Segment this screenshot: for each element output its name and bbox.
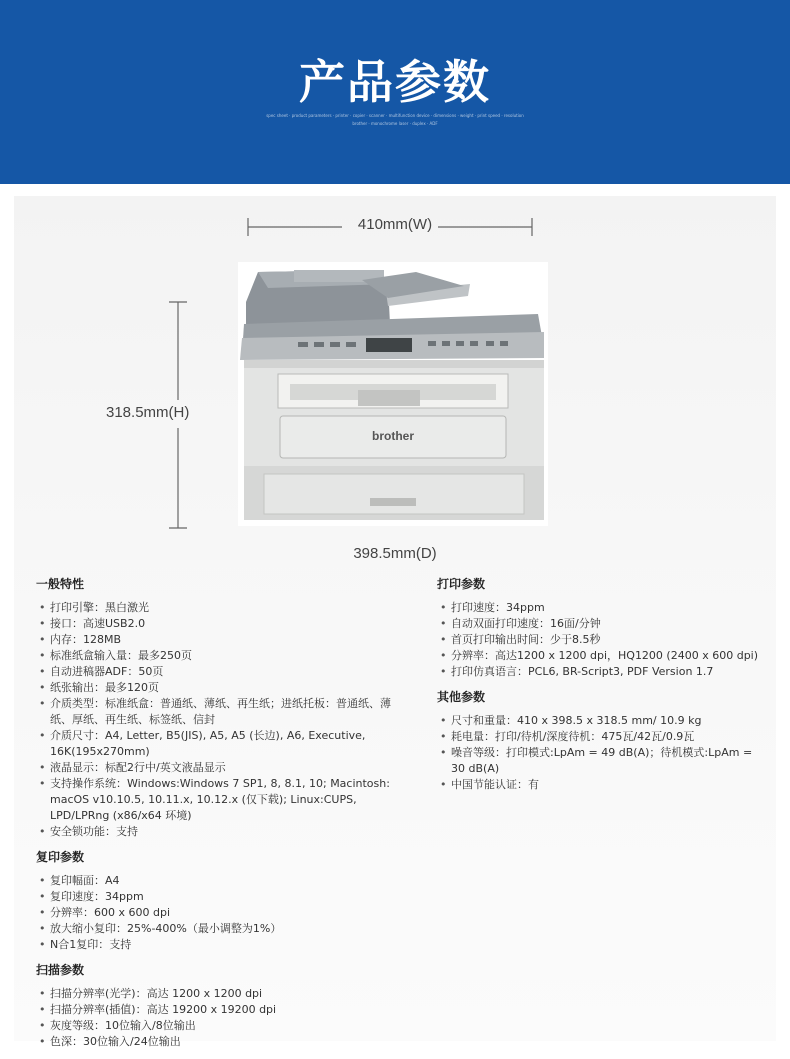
- copy-spec-list: [36, 873, 411, 953]
- spec-item: • 标准纸盒输入量：最多250页: [36, 648, 411, 664]
- printer-image: [238, 262, 548, 526]
- spec-item: • 打印仿真语言：PCL6, BR-Script3, PDF Version 1.7: [437, 664, 767, 680]
- spec-item: • 介质类型：标准纸盒：普通纸、薄纸、再生纸；进纸托板：普通纸、薄纸、厚纸、再生纸、标签纸、信封: [36, 696, 411, 728]
- spec-item: • 色深：30位输入/24位输出: [36, 1034, 411, 1050]
- spec-item: • 打印引擎：黑白激光: [36, 600, 411, 616]
- spec-item: • 打印速度：34ppm: [437, 600, 767, 616]
- header-banner: [0, 0, 790, 184]
- spec-item: • 首页打印输出时间：少于8.5秒: [437, 632, 767, 648]
- width-label: 410mm(W): [357, 216, 433, 233]
- spec-item: • 支持操作系统：Windows:Windows 7 SP1, 8, 8.1, 10; Macintosh: macOS v10.10.5, 10.11.x, 10.12.x (仅下载); Linux:CUPS, LPD/LPRng (x86/x64 环境): [36, 776, 411, 824]
- spec-item: • 中国节能认证：有: [437, 777, 767, 793]
- section-title-scan: 扫描参数: [36, 963, 85, 977]
- spec-item: • 自动进稿器ADF：50页: [36, 664, 411, 680]
- spec-item: • 分辨率：高达1200 x 1200 dpi，HQ1200 (2400 x 600 dpi): [437, 648, 767, 664]
- spec-item: • 液晶显示：标配2行中/英文液晶显示: [36, 760, 411, 776]
- spec-item: • 尺寸和重量：410 x 398.5 x 318.5 mm/ 10.9 kg: [437, 713, 767, 729]
- spec-item: • N合1复印：支持: [36, 937, 411, 953]
- brand-logo: brother: [372, 429, 414, 443]
- section-title-copy: 复印参数: [36, 850, 85, 864]
- other-spec-list: [437, 713, 767, 793]
- spec-item: • 纸张输出：最多120页: [36, 680, 411, 696]
- spec-item: • 分辨率：600 x 600 dpi: [36, 905, 411, 921]
- section-title-print: 打印参数: [437, 577, 486, 591]
- height-label: 318.5mm(H): [106, 404, 190, 421]
- banner-subtitle-line-1: spec sheet · product parameters · printer · copier · scanner · multifunction device · dimensions · weight · print speed · resolution: [266, 113, 524, 118]
- page-title: 产品参数: [299, 55, 491, 109]
- spec-item: • 内存：128MB: [36, 632, 411, 648]
- spec-item: • 放大缩小复印：25%-400%（最小调整为1%）: [36, 921, 411, 937]
- scan-spec-list: [36, 986, 411, 1050]
- spec-item: • 复印幅面：A4: [36, 873, 411, 889]
- general-spec-list: [36, 600, 411, 840]
- spec-item: • 扫描分辨率(插值)：高达 19200 x 19200 dpi: [36, 1002, 411, 1018]
- spec-item: • 自动双面打印速度：16面/分钟: [437, 616, 767, 632]
- print-spec-list: [437, 600, 767, 680]
- spec-column-left: [36, 576, 411, 1059]
- spec-item: • 噪音等级：打印模式:LpAm = 49 dB(A)；待机模式:LpAm = 30 dB(A): [437, 745, 767, 777]
- section-title-other: 其他参数: [437, 690, 486, 704]
- banner-subtitle-line-2: brother · monochrome laser · duplex · ADF: [352, 121, 438, 126]
- spec-item: • 接口：高速USB2.0: [36, 616, 411, 632]
- spec-item: • 介质尺寸：A4, Letter, B5(JIS), A5, A5 (长边), A6, Executive, 16K(195x270mm): [36, 728, 411, 760]
- spec-item: • 灰度等级：10位输入/8位输出: [36, 1018, 411, 1034]
- spec-item: • 安全锁功能：支持: [36, 824, 411, 840]
- spec-item: • 耗电量：打印/待机/深度待机：475瓦/42瓦/0.9瓦: [437, 729, 767, 745]
- spec-column-right: [437, 576, 767, 802]
- depth-label: 398.5mm(D): [353, 545, 437, 562]
- spec-item: • 扫描分辨率(光学)：高达 1200 x 1200 dpi: [36, 986, 411, 1002]
- spec-item: • 复印速度：34ppm: [36, 889, 411, 905]
- section-title-general: 一般特性: [36, 577, 85, 591]
